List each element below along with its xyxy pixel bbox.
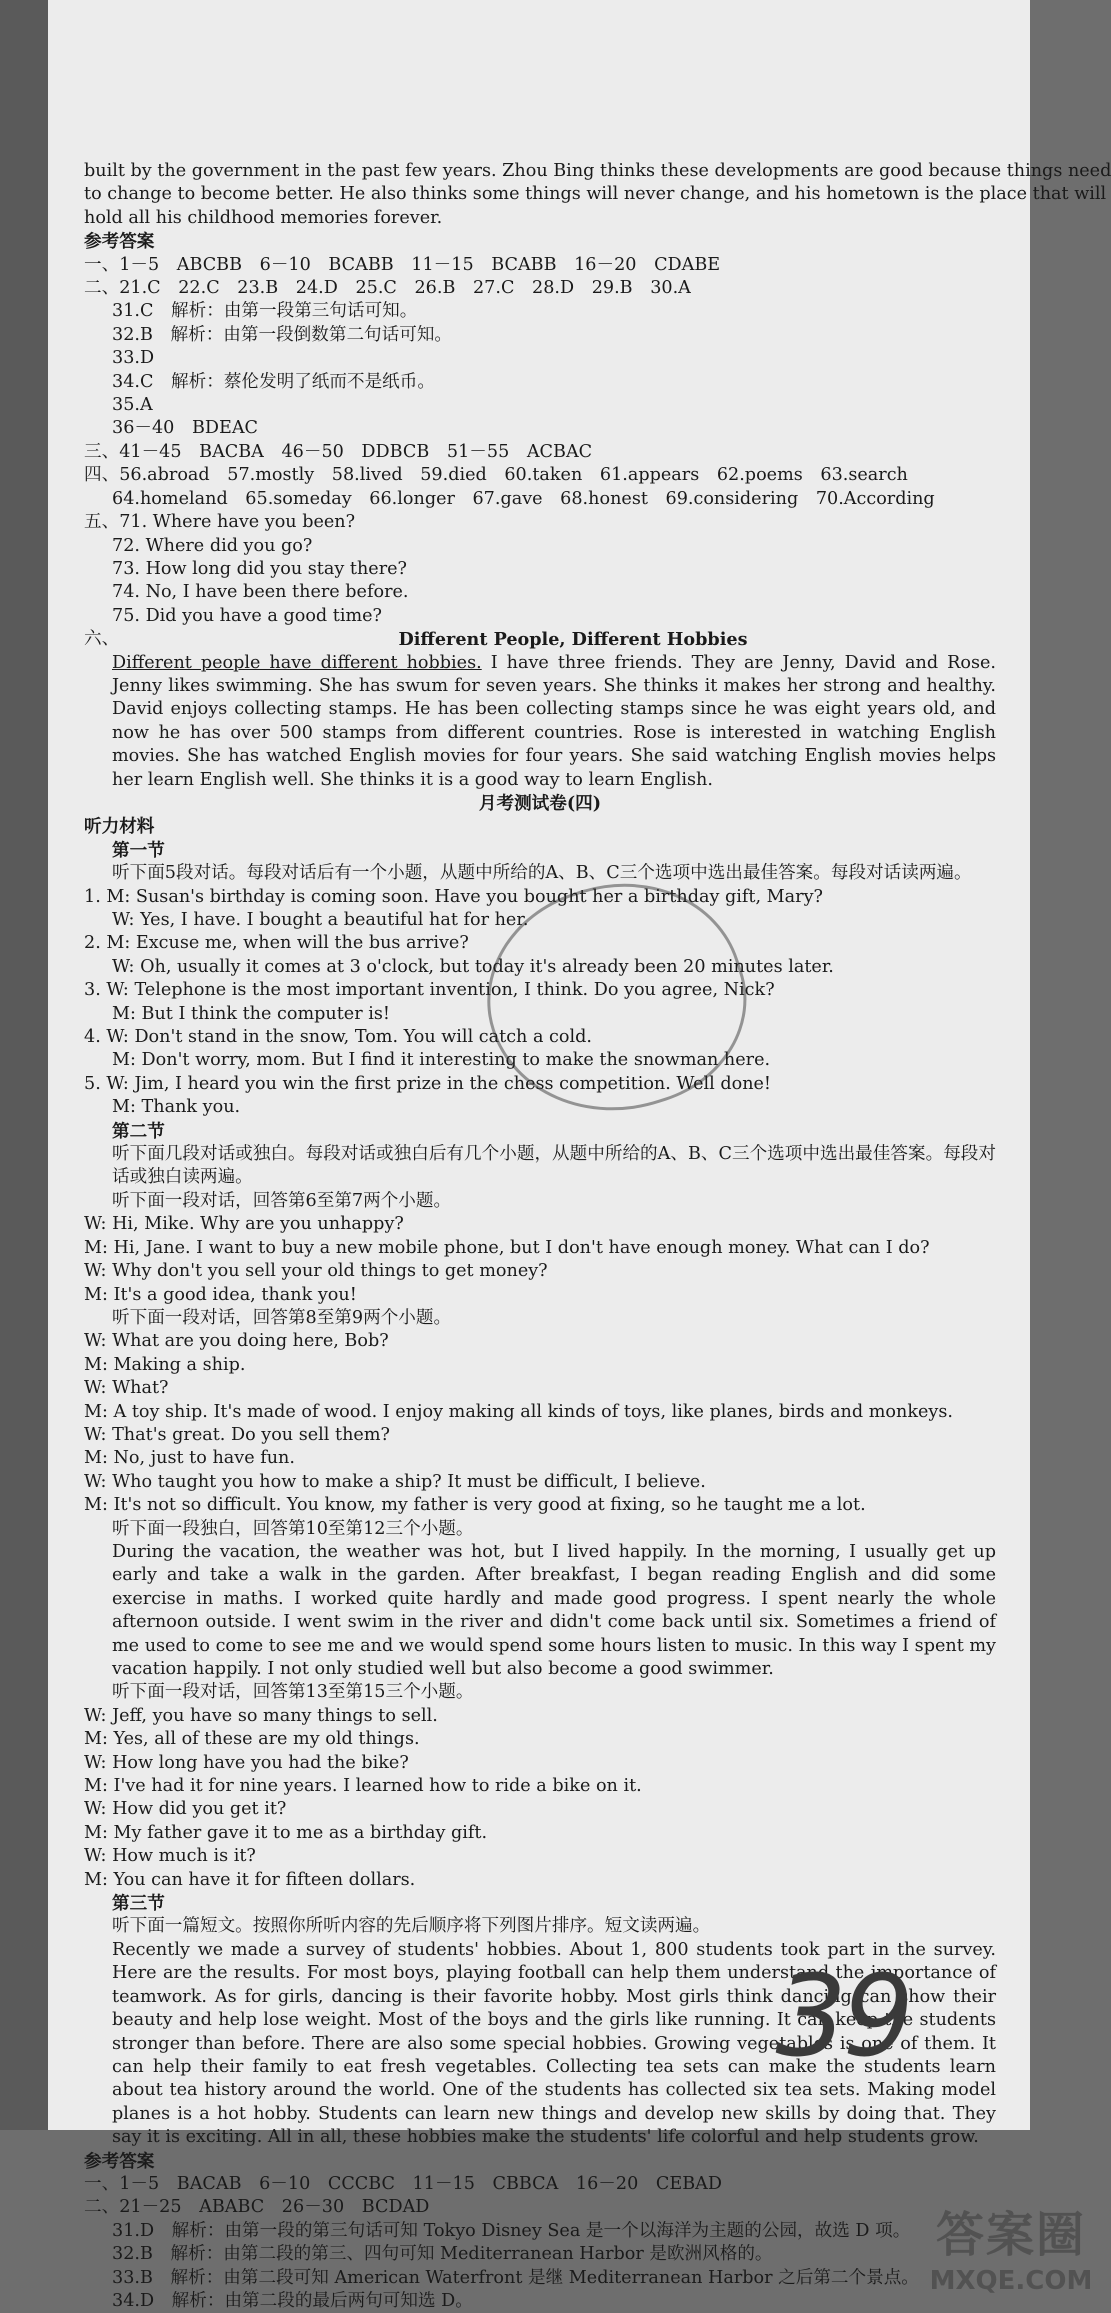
dialogue-line: M: No, just to have fun.: [84, 1448, 295, 1469]
answer-line: 一、1－5 ABCBB 6－10 BCABB 11－15 BCABB 16－20 CDABE: [84, 254, 721, 275]
answer-line: 三、41－45 BACBA 46－50 DDBCB 51－55 ACBAC: [84, 441, 593, 462]
monologue-text: During the vacation, the weather was hot, but I lived happily. In the morning, I usually get up early and take a walk in the garden. After breakfast, I began reading English and did some exercise in maths. I worked quite hardly and made good progress. I spent nearly the whole afternoon outside. I went swim in the river and didn't come back until six. Sometimes a friend of me used to come to see me and we would spend some hours listen to music. In this way I spent my vacation happily. I not only studied well but also become a good swimmer.: [112, 1541, 996, 1679]
answer-line: 33.D: [112, 348, 155, 369]
essay-title-row: [84, 628, 996, 651]
dialogue-line: M: Don't worry, mom. But I find it interesting to make the snowman here.: [112, 1050, 771, 1071]
text-line: to change to become better. He also thinks some things will never change, and his hometown is the place that will: [84, 184, 1107, 205]
dialogue-line: 5. W: Jim, I heard you win the first prize in the chess competition. Well done!: [84, 1073, 772, 1094]
dialogue-line: 2. M: Excuse me, when will the bus arrive?: [84, 933, 469, 954]
listening-heading: 听力材料: [84, 816, 155, 838]
section-heading: 第一节: [112, 839, 165, 861]
dialogue-line: M: Thank you.: [112, 1097, 241, 1118]
answer-line: 34.D 解析：由第二段的最后两句可知选 D。: [112, 2290, 473, 2311]
answer-line: 四、56.abroad 57.mostly 58.lived 59.died 60.taken 61.appears 62.poems 63.search: [84, 465, 908, 486]
answer-line: 34.C 解析：蔡伦发明了纸而不是纸币。: [112, 371, 435, 392]
section-instruction: 听下面几段对话或独白。每段对话或独白后有几个小题，从题中所给的A、B、C三个选项中选出最佳答案。每段对话或独白读两遍。: [112, 1144, 996, 1188]
dialogue-line: M: But I think the computer is!: [112, 1003, 390, 1024]
answer-line: 32.B 解析：由第二段的第三、四句可知 Mediterranean Harbor 是欧洲风格的。: [112, 2244, 773, 2265]
answer-line: 64.homeland 65.someday 66.longer 67.gave 68.honest 69.considering 70.According: [112, 488, 935, 509]
dialogue-line: W: How much is it?: [84, 1846, 256, 1867]
dialogue-line: M: A toy ship. It's made of wood. I enjoy making all kinds of toys, like planes, birds and monkeys.: [84, 1401, 953, 1422]
sub-instruction: 听下面一段对话，回答第8至第9两个小题。: [112, 1307, 452, 1328]
dialogue-line: M: You can have it for fifteen dollars.: [84, 1869, 416, 1890]
test-title: 月考测试卷(四): [478, 792, 602, 814]
dialogue-line: M: Hi, Jane. I want to buy a new mobile phone, but I don't have enough money. What can I do?: [84, 1237, 930, 1258]
text-line: hold all his childhood memories forever.: [84, 207, 443, 228]
passage-text: Recently we made a survey of students' hobbies. About 1, 800 students took part in the survey. Here are the results. For most boys, playing football can help them understand the importance of teamwork. As for girls, dancing is their favorite hobby. Most girls think dancing can show their beauty and help lose weight. Most of the boys and the girls like running. It can keep the students stronger than before. There are also some special hobbies. Growing vegetables is one of them. It can help their family to eat fresh vegetables. Collecting tea sets can make the students learn about tea history around the world. One of the students has collected six tea sets. Making model planes is a hot hobby. Students can learn new things and develop new skills by doing that. They say it is exciting. All in all, these hobbies make the students' life colorful and help students grow.: [112, 1939, 996, 2148]
answers-section-2: [84, 2150, 996, 2313]
dialogue-line: W: Hi, Mike. Why are you unhappy?: [84, 1214, 404, 1235]
answer-line: 一、1－5 BACAB 6－10 CCCBC 11－15 CBBCA 16－20 CEBAD: [84, 2173, 722, 2194]
dialogue-line: W: Why don't you sell your old things to get money?: [84, 1261, 548, 1282]
page-number: 39: [775, 1952, 910, 2082]
section-instruction: 听下面5段对话。每段对话后有一个小题，从题中所给的A、B、C三个选项中选出最佳答案。每段对话读两遍。: [112, 863, 972, 884]
dialogue-line: 4. W: Don't stand in the snow, Tom. You will catch a cold.: [84, 1027, 592, 1048]
dialogue-line: W: Oh, usually it comes at 3 o'clock, but today it's already been 20 minutes later.: [112, 956, 834, 977]
watermark-top: 答案圈: [935, 2207, 1086, 2263]
dialogue-line: M: It's a good idea, thank you!: [84, 1284, 357, 1305]
listening-section-2: [84, 1120, 996, 1892]
answer-line: 35.A: [112, 395, 153, 416]
dialogue-line: W: Yes, I have. I bought a beautiful hat for her.: [112, 910, 529, 930]
answer-line: 二、21－25 ABABC 26－30 BCDAD: [84, 2197, 430, 2218]
answer-line: 33.B 解析：由第二段可知 American Waterfront 是继 Mediterranean Harbor 之后第二个景点。: [112, 2267, 919, 2288]
dialogue-line: M: Yes, all of these are my old things.: [84, 1729, 420, 1750]
answer-line: 31.C 解析：由第一段第三句话可知。: [112, 301, 418, 322]
dialogue-line: M: Making a ship.: [84, 1354, 246, 1375]
watermark-logo: [911, 2205, 1111, 2313]
sub-instruction: 听下面一段对话，回答第13至第15三个小题。: [112, 1682, 474, 1703]
watermark-bottom: MXQE.COM: [929, 2266, 1093, 2296]
dialogue-line: W: What are you doing here, Bob?: [84, 1331, 389, 1352]
dialogue-line: M: I've had it for nine years. I learned how to ride a bike on it.: [84, 1776, 642, 1797]
answer-line: 74. No, I have been there before.: [112, 582, 409, 603]
dialogue-line: M: My father gave it to me as a birthday gift.: [84, 1822, 488, 1843]
dialogue-line: W: How long have you had the bike?: [84, 1752, 409, 1773]
answer-line: 二、21.C 22.C 23.B 24.D 25.C 26.B 27.C 28.D 29.B 30.A: [84, 278, 691, 299]
intro-paragraph: [84, 160, 1111, 230]
binding-edge: [0, 0, 48, 2130]
answer-line: 73. How long did you stay there?: [112, 558, 407, 579]
answer-line: 72. Where did you go?: [112, 535, 313, 556]
answer-line: 31.D 解析：由第一段的第三句话可知 Tokyo Disney Sea 是一个以海洋为主题的公园，故选 D 项。: [112, 2220, 911, 2241]
answers-heading: 参考答案: [84, 2150, 155, 2172]
answers-heading: 参考答案: [84, 231, 155, 253]
dialogue-line: W: Who taught you how to make a ship? It must be difficult, I believe.: [84, 1471, 706, 1492]
section-heading: 第二节: [112, 1120, 165, 1142]
dialogue-line: M: It's not so difficult. You know, my father is very good at fixing, so he taught me a lot.: [84, 1495, 866, 1516]
essay-section: [84, 628, 996, 792]
essay-body: [84, 652, 996, 792]
essay-rest: I have three friends. They are Jenny, David and Rose. Jenny likes swimming. She has swum for seven years. She thinks it makes her strong and healthy. David enjoys collecting stamps. He has been collecting stamps since he was eight years old, and now he has over 500 stamps from different countries. Rose is interested in watching English movies. She has watched English movies for four years. She said watching English movies helps her learn English well. She thinks it is a good way to learn English.: [112, 652, 996, 790]
text-line: built by the government in the past few years. Zhou Bing thinks these developments are good because things need: [84, 161, 1111, 181]
section-instruction: 听下面一篇短文。按照你所听内容的先后顺序将下列图片排序。短文读两遍。: [112, 1916, 711, 1937]
answer-line: 五、71. Where have you been?: [84, 512, 356, 533]
sub-instruction: 听下面一段对话，回答第6至第7两个小题。: [112, 1190, 452, 1211]
dialogue-line: W: What?: [84, 1378, 169, 1399]
essay-topic-sentence: Different people have different hobbies.: [112, 652, 482, 673]
dialogue-line: W: Jeff, you have so many things to sell.: [84, 1705, 438, 1726]
dialogue-line: W: That's great. Do you sell them?: [84, 1424, 390, 1445]
answer-line: 75. Did you have a good time?: [112, 605, 382, 626]
listening-section-1: [84, 839, 996, 1120]
essay-label: 六、: [84, 629, 120, 650]
dialogue-line: 3. W: Telephone is the most important invention, I think. Do you agree, Nick?: [84, 980, 775, 1001]
dialogue-line: 1. M: Susan's birthday is coming soon. Have you bought her a birthday gift, Mary?: [84, 886, 823, 907]
dialogue-line: W: How did you get it?: [84, 1799, 287, 1820]
sub-instruction: 听下面一段独白，回答第10至第12三个小题。: [112, 1518, 474, 1539]
answer-line: 36－40 BDEAC: [112, 418, 259, 439]
answer-line: 32.B 解析：由第一段倒数第二句话可知。: [112, 324, 453, 345]
section-heading: 第三节: [112, 1893, 165, 1915]
essay-title: Different People, Different Hobbies: [398, 629, 748, 651]
answers-section-1: [84, 230, 996, 628]
